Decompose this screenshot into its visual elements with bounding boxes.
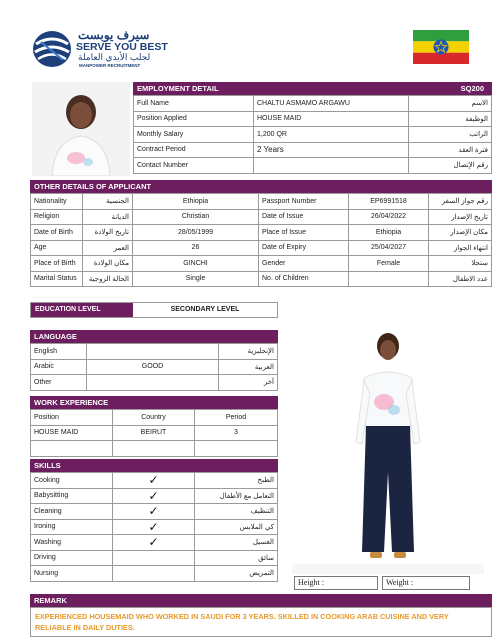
work-experience-header: WORK EXPERIENCE	[30, 396, 278, 409]
field-label: Full Name	[134, 96, 254, 112]
field-label-arabic: الاسم	[409, 96, 492, 112]
table-row	[31, 344, 278, 360]
field-value: Ethiopia	[349, 225, 429, 241]
table-row	[31, 535, 278, 551]
field-value: 25/04/2027	[349, 240, 429, 256]
skill-name-arabic: سائق	[195, 550, 278, 566]
table-header-row	[31, 410, 278, 426]
weight-field: Weight :	[382, 576, 470, 590]
field-label-arabic: تاريخ الإصدار	[429, 209, 492, 225]
language-section	[30, 330, 278, 391]
full-name-value: CHALTU ASMAMO ARGAWU	[254, 96, 409, 112]
language-table	[30, 343, 278, 391]
work-position	[31, 441, 113, 457]
reference-number: SQ200	[460, 84, 484, 93]
column-header: Position	[31, 410, 113, 426]
remark-header: REMARK	[30, 594, 492, 607]
work-experience-section	[30, 396, 278, 457]
remark-text: EXPERIENCED HOUSEMAID WHO WORKED IN SAUDI FOR 3 YEARS. SKILLED IN COOKING ARAB CUISINE AND VERY RELIABLE IN DAILY DUTIES.	[30, 607, 492, 637]
column-header: Period	[195, 410, 278, 426]
skill-name: Driving	[31, 550, 113, 566]
field-label-arabic: رقم جواز السفر	[429, 194, 492, 210]
employment-detail-header	[133, 82, 492, 95]
column-header: Country	[113, 410, 195, 426]
table-row	[31, 441, 278, 457]
skill-check-icon: ✓	[113, 535, 195, 551]
work-country	[113, 441, 195, 457]
measurements-row	[294, 576, 486, 590]
field-label-arabic: مكان الإصدار	[429, 225, 492, 241]
skill-check-icon: ✓	[113, 504, 195, 520]
table-row	[31, 375, 278, 391]
other-details-table	[30, 193, 492, 287]
table-row	[31, 271, 492, 287]
language-header: LANGUAGE	[30, 330, 278, 343]
field-label: Date of Expiry	[259, 240, 349, 256]
table-row	[31, 488, 278, 504]
skill-check-icon	[113, 566, 195, 582]
field-label: Place of Birth	[31, 256, 83, 272]
table-row	[31, 473, 278, 489]
language-name-arabic: العربية	[219, 359, 278, 375]
field-label-arabic: الحالة الزوجية	[83, 271, 133, 287]
employment-detail-title: EMPLOYMENT DETAIL	[137, 84, 219, 93]
salary-value: 1,200 QR	[254, 127, 409, 143]
field-label-arabic: الديانة	[83, 209, 133, 225]
remark-section	[30, 594, 492, 637]
field-value: EP6991518	[349, 194, 429, 210]
field-label: Monthly Salary	[134, 127, 254, 143]
language-name: Other	[31, 375, 87, 391]
field-label: Date of Birth	[31, 225, 83, 241]
education-level-label: EDUCATION LEVEL	[31, 303, 133, 317]
table-row	[31, 256, 492, 272]
field-label-arabic: الجنسية	[83, 194, 133, 210]
field-value: Christian	[133, 209, 259, 225]
field-value	[349, 271, 429, 287]
globe-logo-icon	[32, 30, 72, 68]
field-label-arabic: العمر	[83, 240, 133, 256]
field-value: 28/05/1999	[133, 225, 259, 241]
position-value: HOUSE MAID	[254, 111, 409, 127]
language-name: Arabic	[31, 359, 87, 375]
table-row	[31, 425, 278, 441]
company-arabic-tagline: لجلب الأيدي العاملة	[78, 52, 151, 62]
field-value: Single	[133, 271, 259, 287]
field-label: Contract Period	[134, 142, 254, 158]
other-details-header: OTHER DETAILS OF APPLICANT	[30, 180, 492, 193]
field-label: Nationality	[31, 194, 83, 210]
skill-name-arabic: التمريض	[195, 566, 278, 582]
skill-check-icon: ✓	[113, 519, 195, 535]
work-country: BEIRUT	[113, 425, 195, 441]
table-row	[31, 566, 278, 582]
work-experience-table	[30, 409, 278, 457]
field-label: Date of Issue	[259, 209, 349, 225]
applicant-photo-small	[32, 82, 130, 176]
table-row	[134, 111, 492, 127]
field-label: Gender	[259, 256, 349, 272]
field-label-arabic: الوظيفة	[409, 111, 492, 127]
table-row	[31, 194, 492, 210]
field-label-arabic: الراتب	[409, 127, 492, 143]
education-level-value: SECONDARY LEVEL	[170, 306, 240, 313]
company-english-tagline: MANPOWER RECRUITMENT	[79, 63, 141, 68]
skill-name-arabic: التنظيف	[195, 504, 278, 520]
education-level-row	[30, 302, 278, 318]
field-label-arabic: عدد الاطفال	[429, 271, 492, 287]
work-period: 3	[195, 425, 278, 441]
field-label: Passport Number	[259, 194, 349, 210]
skill-check-icon: ✓	[113, 473, 195, 489]
table-row	[31, 209, 492, 225]
field-label: Marital Status	[31, 271, 83, 287]
company-logo	[32, 28, 172, 70]
table-row	[31, 240, 492, 256]
field-label-arabic: انتهاء الجواز	[429, 240, 492, 256]
field-label: Religion	[31, 209, 83, 225]
table-row	[134, 127, 492, 143]
company-arabic-name: سيرف يوبست	[78, 28, 150, 42]
work-period	[195, 441, 278, 457]
field-label-arabic: رقم الإتصال	[409, 158, 492, 174]
language-name-arabic: آخر	[219, 375, 278, 391]
skills-table	[30, 472, 278, 582]
skill-check-icon: ✓	[113, 488, 195, 504]
table-row	[134, 142, 492, 158]
skill-name-arabic: كي الملابس	[195, 519, 278, 535]
skill-name-arabic: التعامل مع الأطفال	[195, 488, 278, 504]
field-label: Place of Issue	[259, 225, 349, 241]
field-value: 26/04/2022	[349, 209, 429, 225]
table-row	[31, 225, 492, 241]
table-row	[134, 96, 492, 112]
work-position: HOUSE MAID	[31, 425, 113, 441]
height-field: Height :	[294, 576, 378, 590]
table-row	[31, 550, 278, 566]
table-row	[31, 504, 278, 520]
language-level	[87, 344, 219, 360]
contact-value	[254, 158, 409, 174]
skill-name-arabic: الطبخ	[195, 473, 278, 489]
skill-check-icon	[113, 550, 195, 566]
language-name: English	[31, 344, 87, 360]
employment-detail-table	[133, 95, 492, 174]
language-name-arabic: الإنجليزية	[219, 344, 278, 360]
skill-name: Ironing	[31, 519, 113, 535]
field-label-arabic: تاريخ الولادة	[83, 225, 133, 241]
field-label: Position Applied	[134, 111, 254, 127]
contract-value: 2 Years	[254, 142, 409, 158]
company-english-name: SERVE YOU BEST	[76, 41, 168, 53]
field-value: Ethiopia	[133, 194, 259, 210]
field-label: No. of Children	[259, 271, 349, 287]
field-label-arabic: فترة العقد	[409, 142, 492, 158]
other-details-section	[30, 180, 492, 287]
ethiopia-flag-icon	[413, 30, 469, 64]
skills-section	[30, 459, 278, 582]
field-label-arabic: مكان الولادة	[83, 256, 133, 272]
applicant-photo-full	[292, 302, 484, 574]
skill-name: Cooking	[31, 473, 113, 489]
employment-detail-section	[133, 82, 492, 174]
table-row	[134, 158, 492, 174]
field-label: Age	[31, 240, 83, 256]
skill-name: Washing	[31, 535, 113, 551]
field-value: GINCHI	[133, 256, 259, 272]
skill-name: Nursing	[31, 566, 113, 582]
table-row	[31, 519, 278, 535]
skills-header: SKILLS	[30, 459, 278, 472]
table-row	[31, 359, 278, 375]
skill-name: Cleaning	[31, 504, 113, 520]
skill-name: Babysitting	[31, 488, 113, 504]
field-value: 26	[133, 240, 259, 256]
field-value: Female	[349, 256, 429, 272]
field-label: Contact Number	[134, 158, 254, 174]
field-label-arabic: ستجلا	[429, 256, 492, 272]
language-level: GOOD	[87, 359, 219, 375]
skill-name-arabic: الغسيل	[195, 535, 278, 551]
language-level	[87, 375, 219, 391]
